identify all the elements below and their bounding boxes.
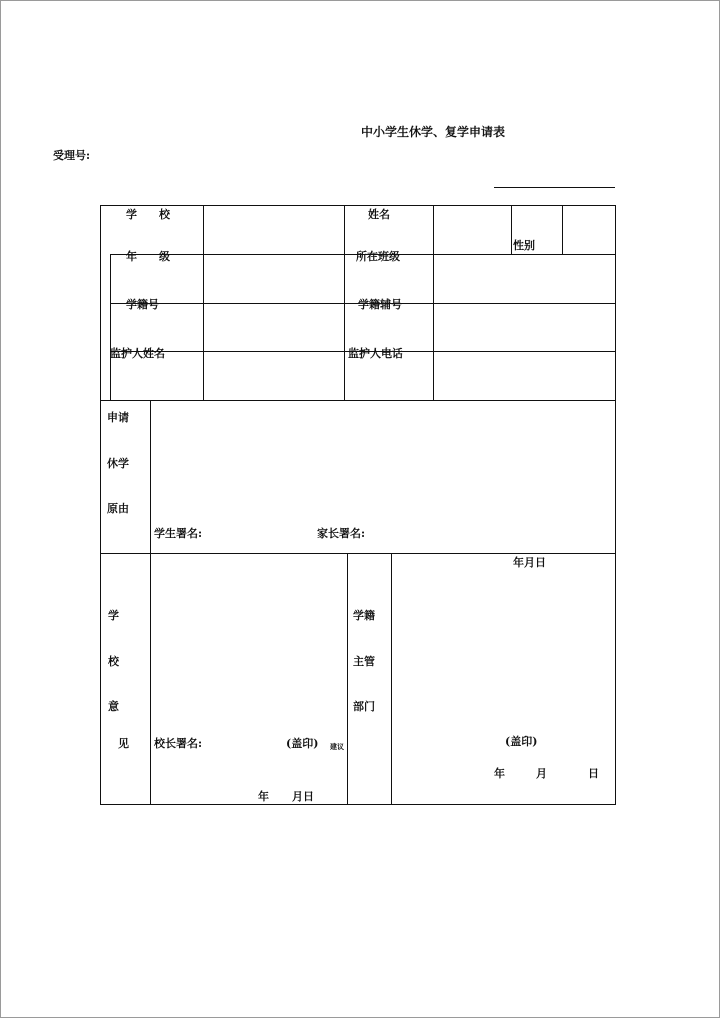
reason-date: 年月日 [513,556,546,569]
col-line [562,205,563,254]
row-line [511,254,616,255]
col-line [511,205,512,254]
principal-signature-label: 校长署名: [154,737,203,750]
col-line [433,205,434,400]
dept-label-2: 主管 [353,655,375,668]
form-title: 中小学生休学、复学申请表 [361,125,506,139]
guardian-name-label: 监护人姓名 [110,347,165,360]
reason-label-apply: 申请 [107,411,129,424]
student-id-label: 学籍号 [126,298,159,311]
receipt-number-label: 受理号: [53,149,91,162]
name-label: 姓名 [368,208,390,221]
row-line [100,553,616,554]
row-line [100,400,616,401]
school-date-monthday: 月日 [292,790,314,803]
class-label: 所在班级 [356,250,400,263]
dept-label-1: 学籍 [353,609,375,622]
school-opinion-label-1: 学 [108,609,119,622]
student-aux-id-label: 学籍辅号 [358,298,402,311]
col-line [344,205,345,400]
gender-label: 性别 [513,239,535,252]
row-line [110,254,511,255]
col-line [150,400,151,805]
suggest-label: 建议 [330,742,344,751]
receipt-number-line [494,187,615,188]
dept-seal-label: (盖印) [505,735,538,748]
col-line [110,254,111,400]
dept-date-month: 月 [536,767,547,780]
school-label: 学 校 [126,208,170,221]
school-opinion-label-2: 校 [108,655,119,668]
dept-date-year: 年 [494,767,505,780]
col-line [203,205,204,400]
grade-label: 年 级 [126,250,170,263]
dept-date-day: 日 [588,767,599,780]
col-line [391,553,392,805]
student-signature-label: 学生署名: [154,527,203,540]
dept-label-3: 部门 [353,700,375,713]
reason-label-suspend: 休学 [107,457,129,470]
reason-label-cause: 原由 [107,502,129,515]
guardian-phone-label: 监护人电话 [348,347,403,360]
school-opinion-label-3: 意 [108,700,119,713]
col-line [347,553,348,805]
school-date-year: 年 [258,790,269,803]
school-seal-label: (盖印) [286,737,319,750]
school-opinion-label-4: 见 [118,737,129,750]
application-table [100,205,616,805]
parent-signature-label: 家长署名: [317,527,366,540]
